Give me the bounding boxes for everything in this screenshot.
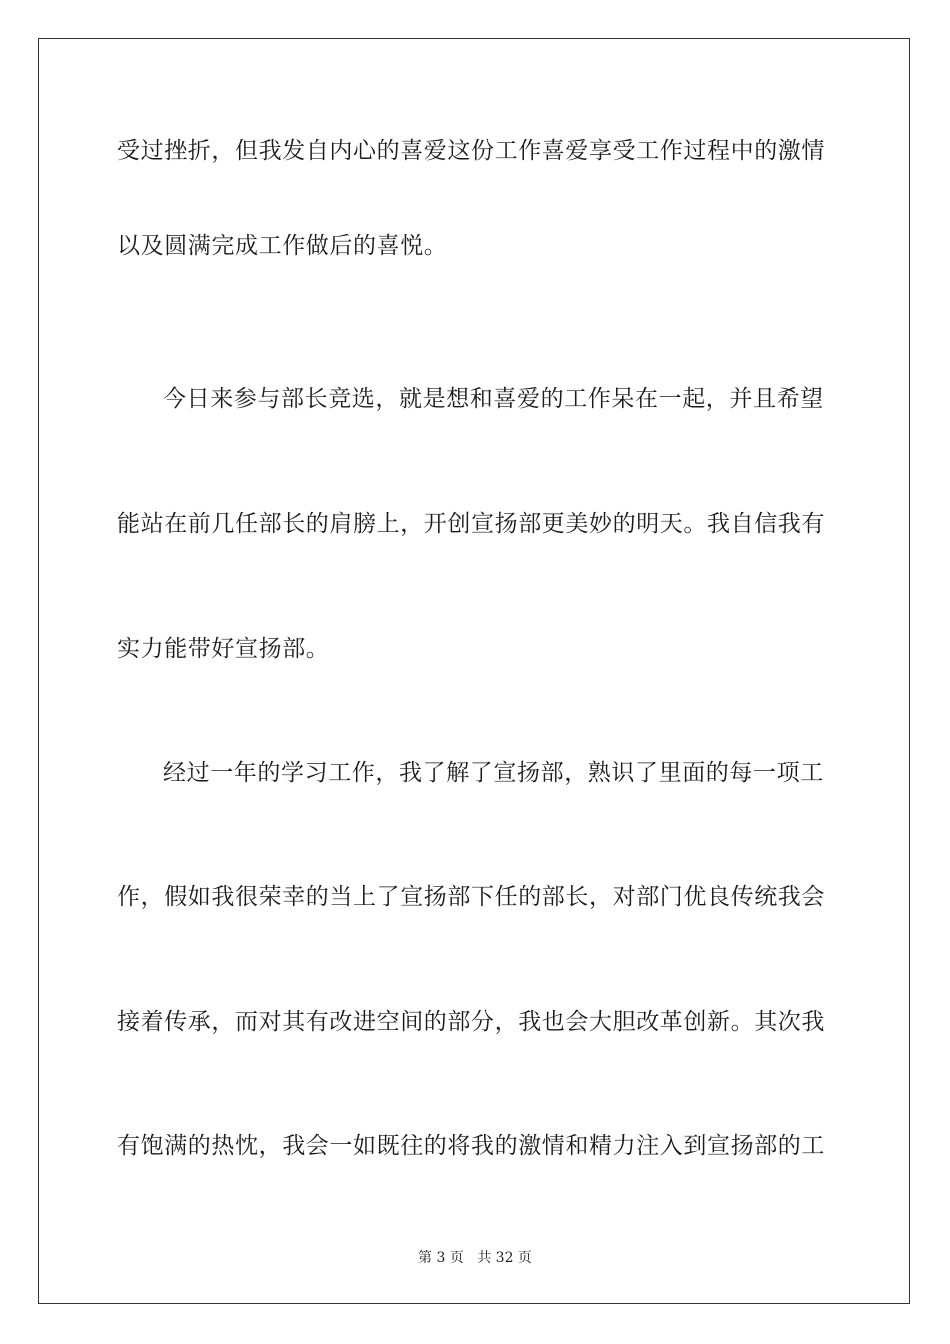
paragraph-start-line: 经过一年的学习工作，我了解了宣扬部，熟识了里面的每一项工 [163,760,824,786]
page-footer [0,1247,950,1267]
text-line: 受过挫折，但我发自内心的喜爱这份工作喜爱享受工作过程中的激情 [117,138,825,164]
text-line: 能站在前几任部长的肩膀上，开创宣扬部更美妙的明天。我自信我有 [117,511,825,537]
text-line: 以及圆满完成工作做后的喜悦。 [117,233,448,259]
page-total: 共 32 页 [477,1250,532,1266]
text-line: 作，假如我很荣幸的当上了宣扬部下任的部长，对部门优良传统我会 [117,884,825,910]
text-line: 实力能带好宣扬部。 [117,636,330,662]
text-line: 接着传承，而对其有改进空间的部分，我也会大胆改革创新。其次我 [117,1009,825,1035]
paragraph-start-line: 今日来参与部长竞选，就是想和喜爱的工作呆在一起，并且希望 [163,386,824,412]
page-frame [38,38,910,1304]
text-line: 有饱满的热忱，我会一如既往的将我的激情和精力注入到宣扬部的工 [117,1133,825,1159]
page-number: 第 3 页 [418,1250,464,1266]
